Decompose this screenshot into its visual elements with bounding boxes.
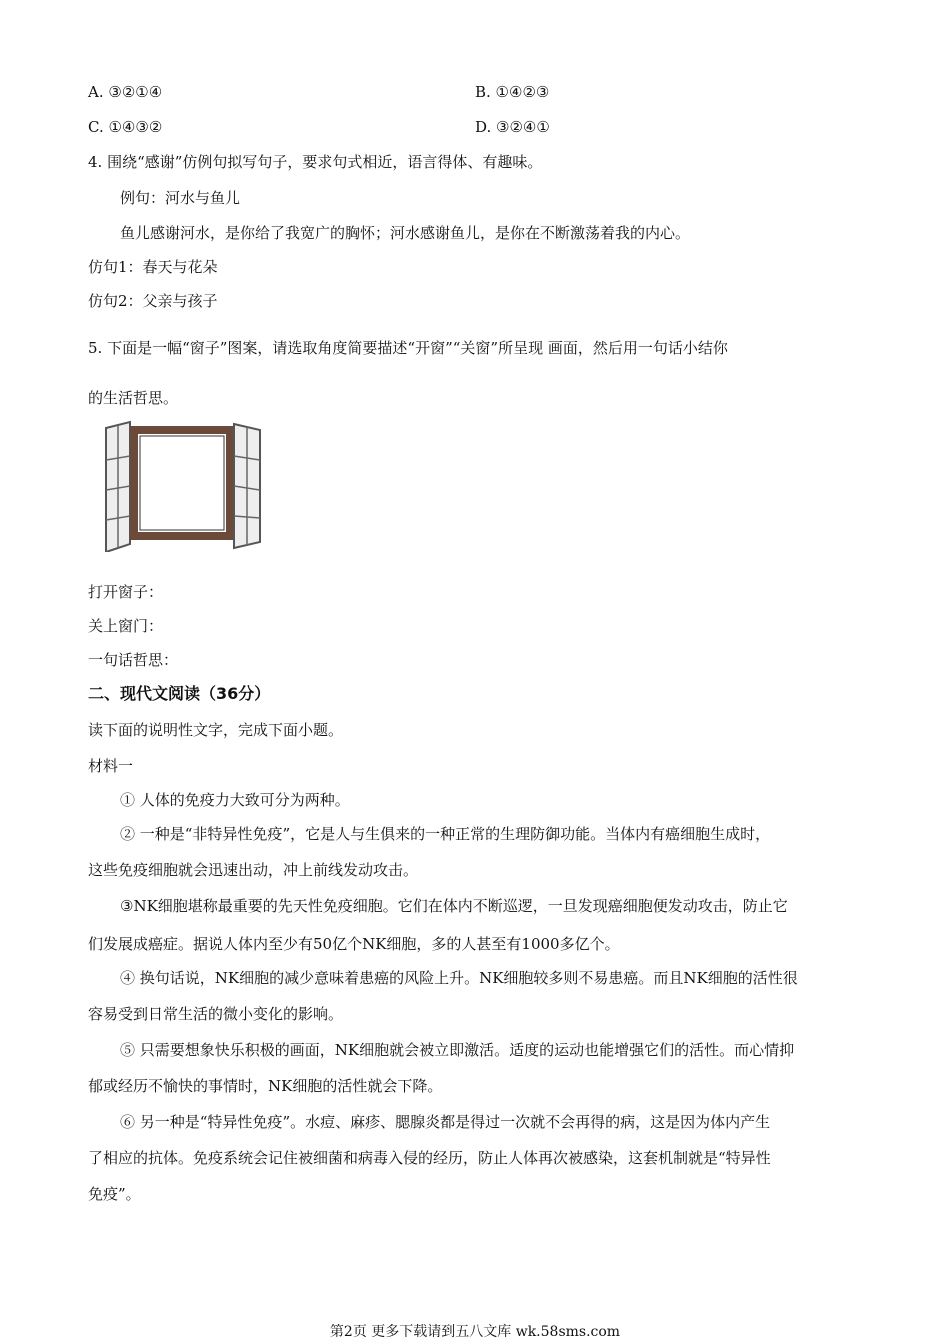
section-2-instruction: 读下面的说明性文字，完成下面小题。: [88, 721, 344, 739]
option-a: A. ③②①④: [88, 83, 163, 101]
paragraph-line: 了相应的抗体。免疫系统会记住被细菌和病毒入侵的经历，防止人体再次被感染，这套机制就是“特异性: [88, 1149, 771, 1167]
paragraph-line: ① 人体的免疫力大致可分为两种。: [120, 791, 350, 809]
page-footer: 第2页 更多下载请到五八文库 wk.58sms.com: [329, 1324, 621, 1340]
paragraph-line: 郁或经历不愉快的事情时，NK细胞的活性就会下降。: [88, 1077, 443, 1095]
open-window-answer: 打开窗子：: [88, 583, 164, 601]
option-c: C. ①④③②: [88, 118, 163, 136]
paragraph-line: 免疫”。: [88, 1185, 141, 1203]
window-illustration: [100, 420, 265, 552]
imitation-1: 仿句1：春天与花朵: [88, 258, 218, 276]
paragraph-line: 们发展成癌症。据说人体内至少有50亿个NK细胞，多的人甚至有1000多亿个。: [88, 935, 620, 953]
material-label: 材料一: [88, 757, 134, 775]
paragraph-line: 容易受到日常生活的微小变化的影响。: [88, 1005, 344, 1023]
close-window-answer: 关上窗门：: [88, 617, 164, 635]
philosophy-answer: 一句话哲思：: [88, 651, 179, 669]
paragraph-line: ② 一种是“非特异性免疫”，它是人与生俱来的一种正常的生理防御功能。当体内有癌细胞生成时，: [120, 825, 771, 843]
example-label: 例句：河水与鱼儿: [120, 189, 241, 207]
section-2-heading: 二、现代文阅读（36分）: [88, 684, 271, 703]
question-5-prompt-line1: 5. 下面是一幅“窗子”图案，请选取角度简要描述“开窗”“关窗”所呈现 画面，然后用一句话小结你: [88, 339, 728, 357]
question-5-prompt-line2: 的生活哲思。: [88, 389, 179, 407]
question-4-prompt: 4. 围绕“感谢”仿例句拟写句子，要求句式相近，语言得体、有趣味。: [88, 153, 543, 171]
option-b: B. ①④②③: [475, 83, 550, 101]
paragraph-line: 这些免疫细胞就会迅速出动，冲上前线发动攻击。: [88, 861, 419, 879]
paragraph-line: ③NK细胞堪称最重要的先天性免疫细胞。它们在体内不断巡逻，一旦发现癌细胞便发动攻击，防止它: [120, 897, 788, 915]
paragraph-line: ⑤ 只需要想象快乐积极的画面，NK细胞就会被立即激活。适度的运动也能增强它们的活性。而心情抑: [120, 1041, 795, 1059]
imitation-2: 仿句2：父亲与孩子: [88, 292, 218, 310]
paragraph-line: ④ 换句话说，NK细胞的减少意味着患癌的风险上升。NK细胞较多则不易患癌。而且NK细胞的活性很: [120, 969, 798, 987]
option-d: D. ③②④①: [475, 118, 550, 136]
example-text: 鱼儿感谢河水，是你给了我宽广的胸怀；河水感谢鱼儿，是你在不断激荡着我的内心。: [120, 224, 691, 242]
paragraph-line: ⑥ 另一种是“特异性免疫”。水痘、麻疹、腮腺炎都是得过一次就不会再得的病，这是因为体内产生: [120, 1113, 771, 1131]
